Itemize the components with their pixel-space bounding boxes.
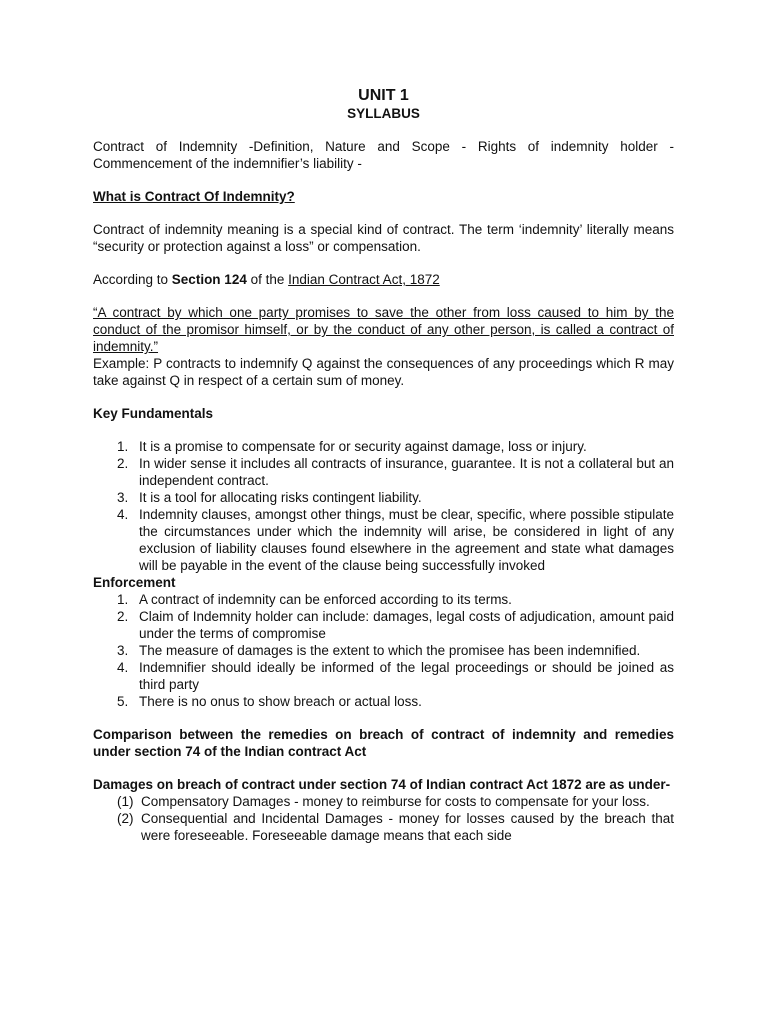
page-title: UNIT 1 (358, 87, 409, 104)
section-ref: Section 124 (171, 272, 247, 287)
key-fundamentals-list (93, 438, 674, 574)
list-item-number: 2. (117, 456, 129, 471)
list-item-text: In wider sense it includes all contracts of insurance, guarantee. It is not a collateral but an independent contract. (139, 456, 674, 488)
according-prefix: According to (93, 272, 172, 287)
list-item-number: 2. (117, 609, 129, 624)
list-item-number: 3. (117, 490, 129, 505)
list-item-text: Compensatory Damages - money to reimburse for costs to compensate for your loss. (141, 794, 650, 809)
comparison-heading: Comparison between the remedies on breach of contract of indemnity and remedies under section 74 of the Indian contract Act (93, 727, 674, 759)
according-middle: of the (246, 272, 289, 287)
list-item (93, 793, 674, 810)
list-item-number: 1. (117, 439, 129, 454)
list-item-number: (2) (117, 811, 134, 826)
list-item-text: Indemnity clauses, amongst other things, must be clear, specific, where possible stipulate the circumstances under which the indemnity will arise, be considered in light of any exclusion of liability clauses found elsewhere in the agreement and state what damages will be payable in the event of the clause being successfully invoked (139, 507, 674, 573)
act-ref: Indian Contract Act, 1872 (288, 272, 440, 287)
list-item (93, 810, 674, 844)
list-item (93, 642, 674, 659)
enforcement-heading: Enforcement (93, 575, 176, 590)
list-item-number: 4. (117, 507, 129, 522)
list-item (93, 489, 674, 506)
list-item-text: Claim of Indemnity holder can include: damages, legal costs of adjudication, amount paid under the terms of compromise (139, 609, 674, 641)
list-item-text: The measure of damages is the extent to which the promisee has been indemnified. (139, 643, 641, 658)
example-paragraph: Example: P contracts to indemnify Q against the consequences of any proceedings which R may take against Q in respect of a certain sum of money. (93, 356, 674, 388)
damages-list (93, 793, 674, 844)
list-item (93, 591, 674, 608)
list-item (93, 455, 674, 489)
list-item-text: There is no onus to show breach or actual loss. (139, 694, 422, 709)
list-item-text: Indemnifier should ideally be informed of the legal proceedings or should be joined as third party (139, 660, 674, 692)
list-item (93, 438, 674, 455)
damages-heading: Damages on breach of contract under section 74 of Indian contract Act 1872 are as under- (93, 777, 671, 792)
list-item (93, 506, 674, 574)
enforcement-list (93, 591, 674, 710)
list-item-text: It is a promise to compensate for or security against damage, loss or injury. (139, 439, 587, 454)
what-heading: What is Contract Of Indemnity? (93, 189, 295, 204)
document-page (93, 86, 674, 844)
list-item-text: It is a tool for allocating risks contingent liability. (139, 490, 422, 505)
syllabus-paragraph: Contract of Indemnity -Definition, Nature and Scope - Rights of indemnity holder - Commencement of the indemnifier’s liability - (93, 139, 674, 171)
list-item (93, 693, 674, 710)
list-item-number: 4. (117, 660, 129, 675)
list-item (93, 608, 674, 642)
list-item-number: (1) (117, 794, 134, 809)
what-paragraph: Contract of indemnity meaning is a special kind of contract. The term ‘indemnity’ literally means “security or protection against a loss” or compensation. (93, 222, 674, 254)
list-item-text: Consequential and Incidental Damages - money for losses caused by the breach that were foreseeable. Foreseeable damage means that each side (141, 811, 674, 843)
list-item-text: A contract of indemnity can be enforced according to its terms. (139, 592, 512, 607)
list-item-number: 3. (117, 643, 129, 658)
definition-quote: “A contract by which one party promises to save the other from loss caused to him by the conduct of the promisor himself, or by the conduct of any other person, is called a contract of indemnity.” (93, 305, 674, 354)
list-item-number: 1. (117, 592, 129, 607)
list-item (93, 659, 674, 693)
according-line (93, 271, 674, 288)
list-item-number: 5. (117, 694, 129, 709)
page-subtitle: SYLLABUS (347, 106, 420, 121)
key-heading: Key Fundamentals (93, 406, 214, 421)
